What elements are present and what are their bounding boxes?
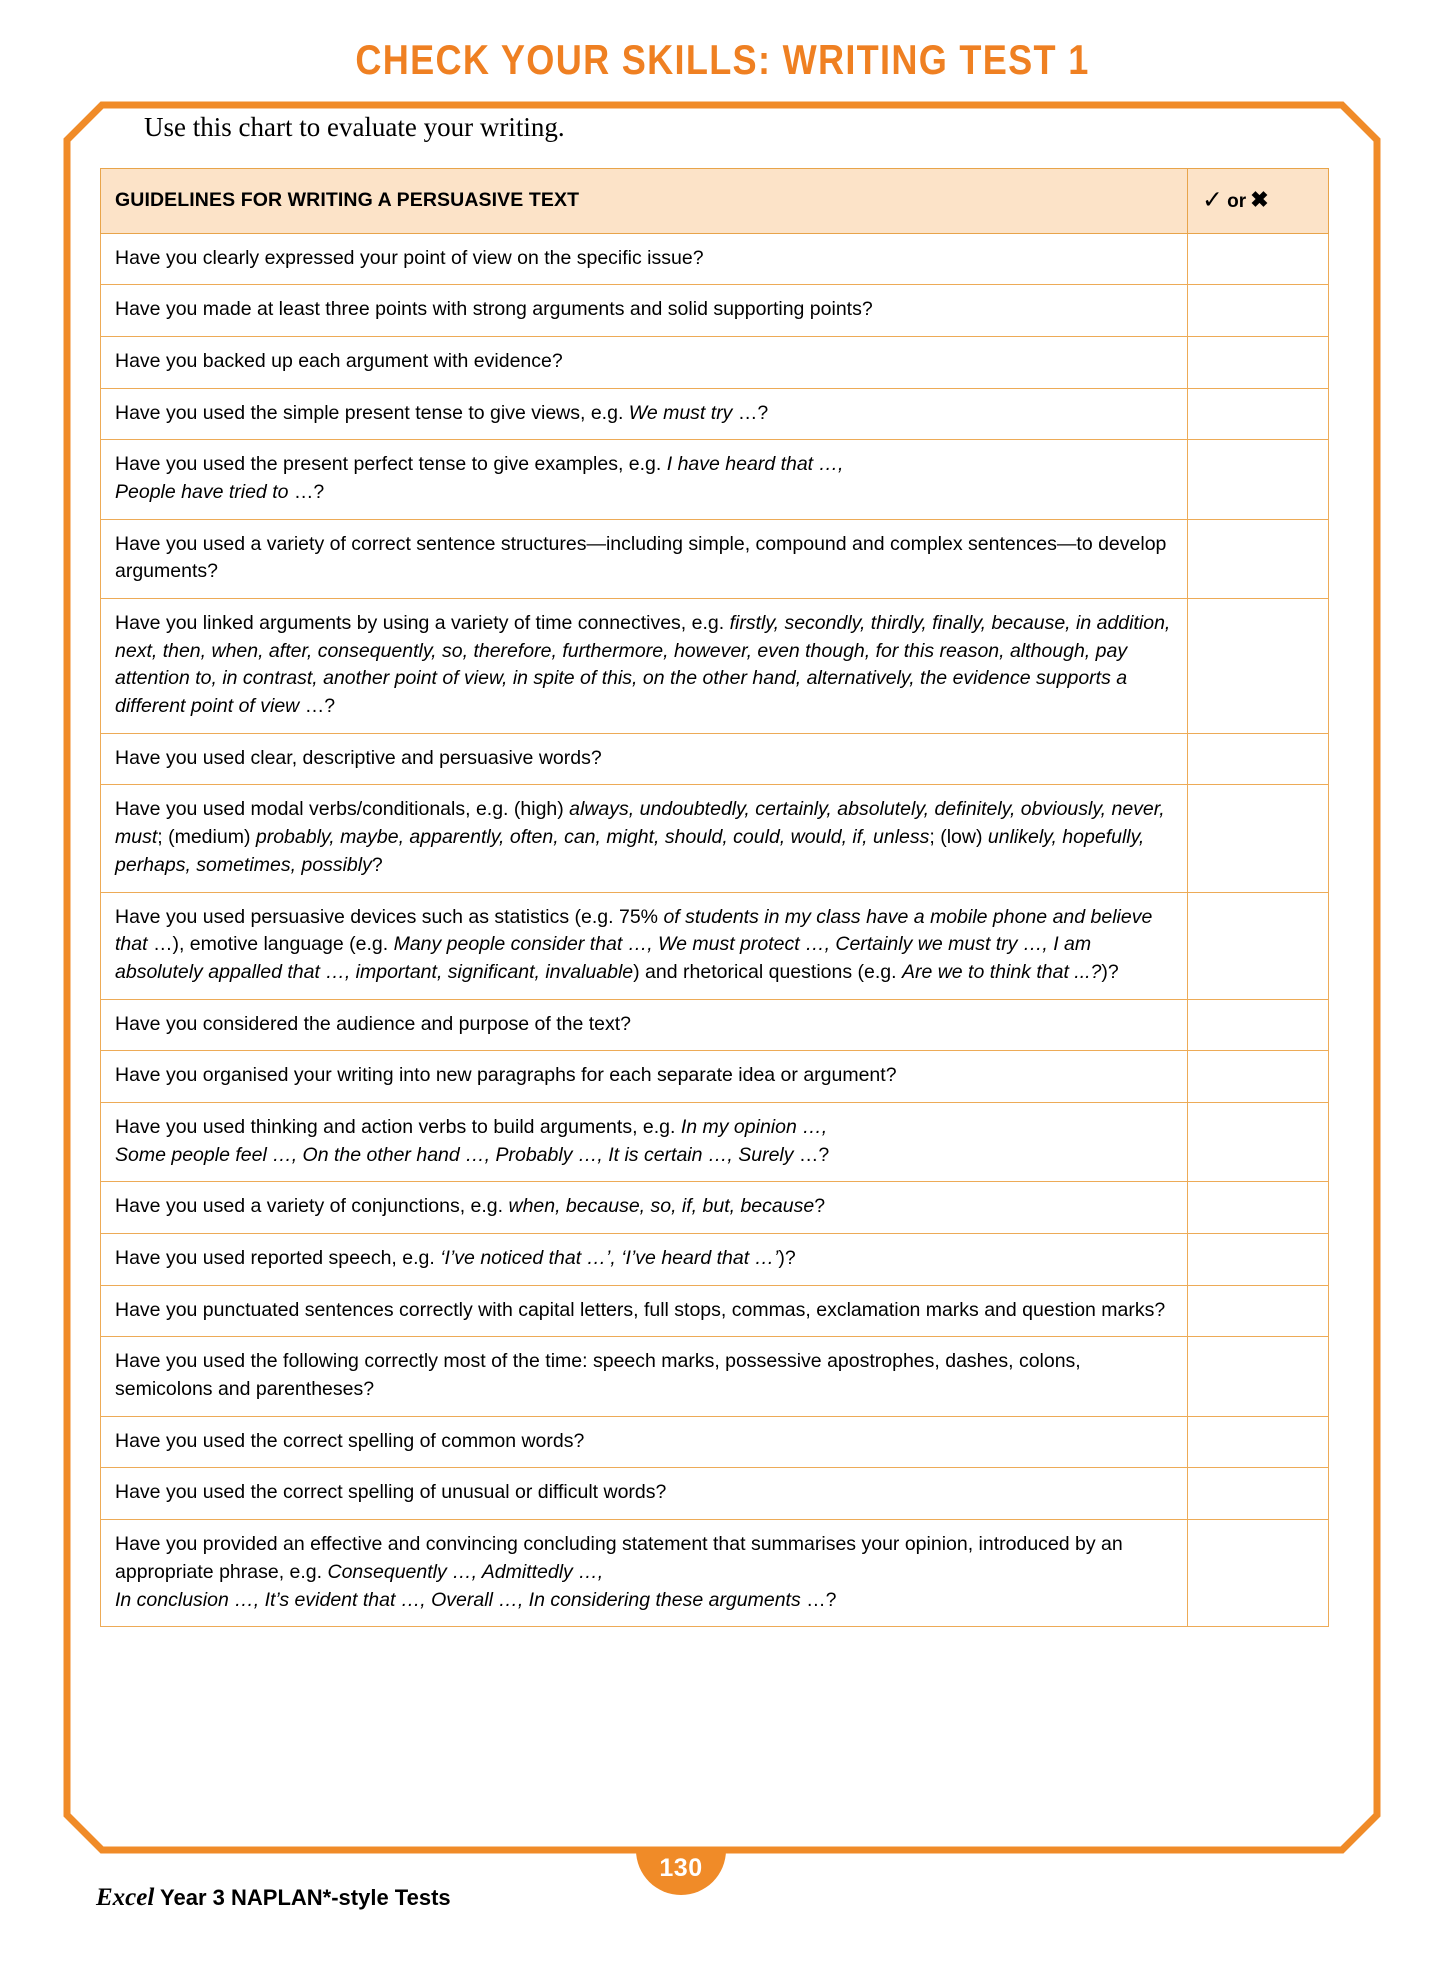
guideline-question: Have you used clear, descriptive and persuasive words? xyxy=(101,733,1188,785)
guideline-question: Have you linked arguments by using a variety of time connectives, e.g. firstly, secondly, thirdly, finally, because, in addition, next, then, when, after, consequently, so, therefore, furthermore, however, even though, for this reason, although, pay attention to, in contrast, another point of view, in spite of this, on the other hand, alternatively, the evidence supports a different point of view …? xyxy=(101,599,1188,734)
tick-answer-cell[interactable] xyxy=(1188,1182,1329,1234)
tick-answer-cell[interactable] xyxy=(1188,1102,1329,1181)
table-row xyxy=(101,336,1329,388)
guideline-question: Have you used the correct spelling of common words? xyxy=(101,1416,1188,1468)
series-label: Year 3 NAPLAN*-style Tests xyxy=(160,1885,451,1910)
page-title: CHECK YOUR SKILLS: WRITING TEST 1 xyxy=(355,36,1090,83)
guideline-question: Have you used the correct spelling of unusual or difficult words? xyxy=(101,1468,1188,1520)
content-frame xyxy=(62,100,1382,1855)
guideline-question: Have you used modal verbs/conditionals, e.g. (high) always, undoubtedly, certainly, absolutely, definitely, obviously, never, must; (medium) probably, maybe, apparently, often, can, might, should, could, would, if, unless; (low) unlikely, hopefully, perhaps, sometimes, possibly? xyxy=(101,785,1188,892)
table-row xyxy=(101,1337,1329,1416)
guideline-question: Have you used the simple present tense to give views, e.g. We must try …? xyxy=(101,388,1188,440)
tick-answer-cell[interactable] xyxy=(1188,388,1329,440)
table-row xyxy=(101,892,1329,999)
table-row xyxy=(101,1285,1329,1337)
footer-attribution xyxy=(96,1884,451,1912)
tick-answer-cell[interactable] xyxy=(1188,599,1329,734)
table-row xyxy=(101,1468,1329,1520)
tick-answer-cell[interactable] xyxy=(1188,1520,1329,1627)
tick-answer-cell[interactable] xyxy=(1188,440,1329,519)
table-row xyxy=(101,1234,1329,1286)
guideline-question: Have you backed up each argument with evidence? xyxy=(101,336,1188,388)
guidelines-checklist-table xyxy=(100,168,1329,1627)
guideline-question: Have you punctuated sentences correctly with capital letters, full stops, commas, exclamation marks and question marks? xyxy=(101,1285,1188,1337)
tick-answer-cell[interactable] xyxy=(1188,1285,1329,1337)
tick-answer-cell[interactable] xyxy=(1188,733,1329,785)
cross-icon: ✖ xyxy=(1250,187,1269,212)
table-row xyxy=(101,1102,1329,1181)
table-row xyxy=(101,1051,1329,1103)
table-row xyxy=(101,1416,1329,1468)
tick-answer-cell[interactable] xyxy=(1188,1234,1329,1286)
table-row xyxy=(101,233,1329,285)
checklist-rows xyxy=(101,233,1329,1627)
table-row xyxy=(101,519,1329,598)
table-row xyxy=(101,599,1329,734)
table-row xyxy=(101,388,1329,440)
brand-label: Excel xyxy=(96,1884,155,1911)
guideline-question: Have you clearly expressed your point of view on the specific issue? xyxy=(101,233,1188,285)
guideline-question: Have you provided an effective and convincing concluding statement that summarises your opinion, introduced by an appropriate phrase, e.g. Consequently …, Admittedly …, In conclusion …, It’s evident that …, Overall …, In considering these arguments …? xyxy=(101,1520,1188,1627)
guideline-question: Have you considered the audience and purpose of the text? xyxy=(101,999,1188,1051)
guideline-question: Have you used the following correctly most of the time: speech marks, possessive apostrophes, dashes, colons, semicolons and parentheses? xyxy=(101,1337,1188,1416)
guideline-question: Have you used persuasive devices such as statistics (e.g. 75% of students in my class have a mobile phone and believe that …), emotive language (e.g. Many people consider that …, We must protect …, Certainly we must try …, I am absolutely appalled that …, important, significant, invaluable) and rhetorical questions (e.g. Are we to think that ...?)? xyxy=(101,892,1188,999)
guideline-question: Have you used a variety of correct sentence structures—including simple, compound and complex sentences—to develop arguments? xyxy=(101,519,1188,598)
check-icon: ✓ xyxy=(1202,186,1224,214)
guideline-question: Have you used the present perfect tense to give examples, e.g. I have heard that …, People have tried to …? xyxy=(101,440,1188,519)
table-row xyxy=(101,999,1329,1051)
intro-text: Use this chart to evaluate your writing. xyxy=(144,112,565,142)
column-header-tick-or-cross xyxy=(1188,169,1329,234)
tick-answer-cell[interactable] xyxy=(1188,233,1329,285)
tick-answer-cell[interactable] xyxy=(1188,999,1329,1051)
tick-answer-cell[interactable] xyxy=(1188,285,1329,337)
tick-answer-cell[interactable] xyxy=(1188,519,1329,598)
column-header-guidelines: GUIDELINES FOR WRITING A PERSUASIVE TEXT xyxy=(101,169,1188,234)
table-row xyxy=(101,1182,1329,1234)
guideline-question: Have you used reported speech, e.g. ‘I’ve noticed that …’, ‘I’ve heard that …’)? xyxy=(101,1234,1188,1286)
or-label: or xyxy=(1227,191,1247,212)
table-row xyxy=(101,440,1329,519)
tick-answer-cell[interactable] xyxy=(1188,785,1329,892)
checklist-table-area xyxy=(100,168,1328,1627)
tick-answer-cell[interactable] xyxy=(1188,1468,1329,1520)
guideline-question: Have you organised your writing into new paragraphs for each separate idea or argument? xyxy=(101,1051,1188,1103)
tick-answer-cell[interactable] xyxy=(1188,1337,1329,1416)
table-row xyxy=(101,1520,1329,1627)
tick-answer-cell[interactable] xyxy=(1188,336,1329,388)
tick-answer-cell[interactable] xyxy=(1188,892,1329,999)
table-header-row xyxy=(101,169,1329,234)
page-number-badge: 130 xyxy=(636,1850,726,1895)
table-row xyxy=(101,285,1329,337)
guideline-question: Have you used a variety of conjunctions, e.g. when, because, so, if, but, because? xyxy=(101,1182,1188,1234)
table-row xyxy=(101,733,1329,785)
guideline-question: Have you made at least three points with strong arguments and solid supporting points? xyxy=(101,285,1188,337)
tick-answer-cell[interactable] xyxy=(1188,1051,1329,1103)
guideline-question: Have you used thinking and action verbs to build arguments, e.g. In my opinion …, Some people feel …, On the other hand …, Probably …, It is certain …, Surely …? xyxy=(101,1102,1188,1181)
tick-answer-cell[interactable] xyxy=(1188,1416,1329,1468)
table-row xyxy=(101,785,1329,892)
